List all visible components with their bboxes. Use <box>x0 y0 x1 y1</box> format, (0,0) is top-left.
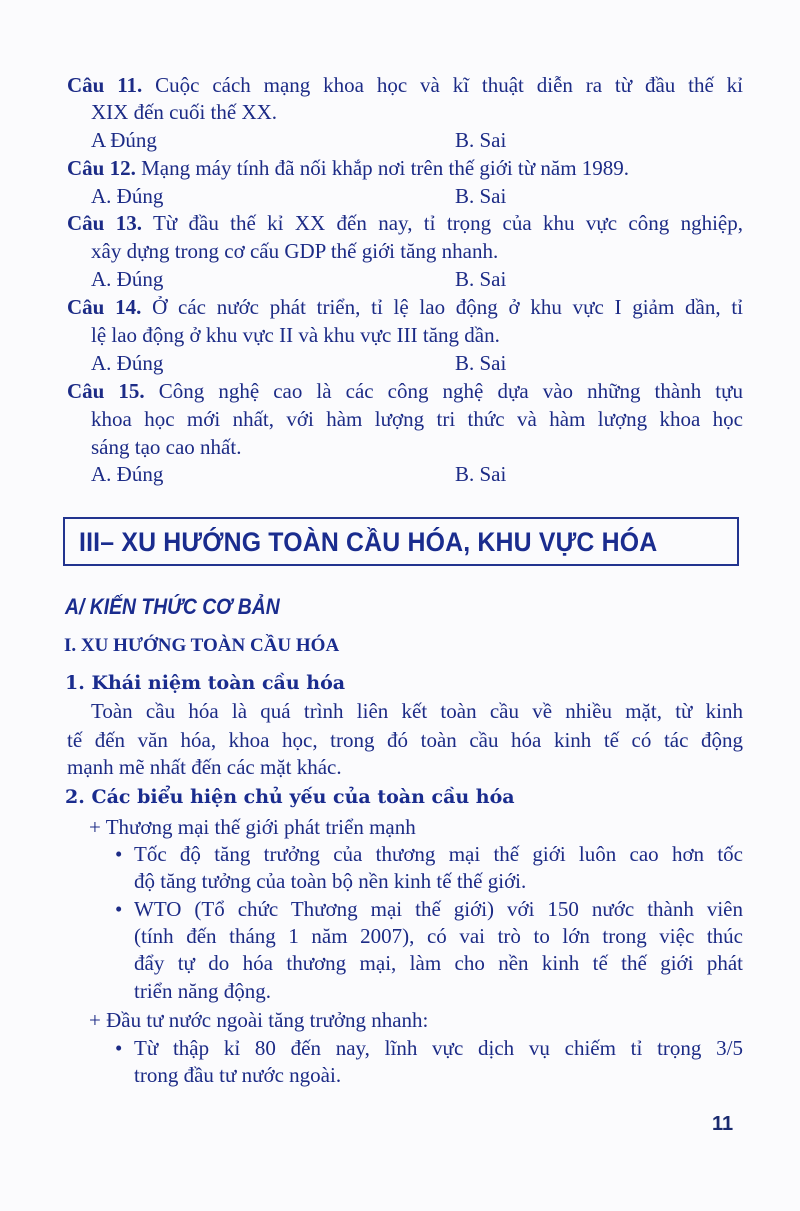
question-14-option-b: B. Sai <box>455 351 507 375</box>
chapter-title: III– XU HƯỚNG TOÀN CẦU HÓA, KHU VỰC HÓA <box>79 527 658 557</box>
question-label: Câu 13. <box>67 211 142 235</box>
paragraph-line-1: Toàn cầu hóa là quá trình liên kết toàn cầu về nhiều mặt, từ kinh <box>91 699 743 723</box>
question-label: Câu 11. <box>67 73 143 97</box>
question-13-line-2: xây dựng trong cơ cấu GDP thế giới tăng nhanh. <box>91 239 499 263</box>
bullet-2-line-4: triển năng động. <box>134 979 272 1003</box>
question-text: Công nghệ cao là các công nghệ dựa vào những thành tựu <box>158 379 743 403</box>
question-label: Câu 15. <box>67 379 145 403</box>
question-14-line-2: lệ lao động ở khu vực II và khu vực III tăng dần. <box>91 323 500 347</box>
bullet-1-line-1: Tốc độ tăng trưởng của thương mại thế giới luôn cao hơn tốc <box>134 842 743 866</box>
question-11-line-2: XIX đến cuối thế XX. <box>91 100 278 124</box>
question-13-line-1 <box>67 210 743 236</box>
question-15-line-3: sáng tạo cao nhất. <box>91 435 242 459</box>
question-15-line-1 <box>67 378 743 404</box>
question-11-option-b: B. Sai <box>455 128 507 152</box>
bullet-3-line-1: Từ thập kỉ 80 đến nay, lĩnh vực dịch vụ chiếm tỉ trọng 3/5 <box>134 1036 743 1060</box>
question-text: Ở các nước phát triển, tỉ lệ lao động ở khu vực I giảm dần, tỉ <box>152 295 743 319</box>
bullet-3-line-2: trong đầu tư nước ngoài. <box>134 1063 342 1087</box>
subsection-1-heading: 1. Khái niệm toàn cầu hóa <box>65 672 346 694</box>
question-label: Câu 14. <box>67 295 142 319</box>
section-a-heading: A/ KIẾN THỨC CƠ BẢN <box>65 594 280 619</box>
bullet-icon: • <box>115 897 123 921</box>
bullet-2-line-2: (tính đến tháng 1 năm 2007), có vai trò to lớn trong việc thúc <box>134 924 743 948</box>
question-text: Mạng máy tính đã nối khắp nơi trên thế giới từ năm 1989. <box>141 156 630 180</box>
question-12-option-b: B. Sai <box>455 184 507 208</box>
question-14-option-a: A. Đúng <box>91 351 164 375</box>
question-13-option-a: A. Đúng <box>91 267 164 291</box>
bullet-2-line-1: WTO (Tổ chức Thương mại thế giới) với 150 nước thành viên <box>134 897 743 921</box>
page-number: 11 <box>712 1113 734 1135</box>
question-13-option-b: B. Sai <box>455 267 507 291</box>
bullet-1-line-2: độ tăng tưởng của toàn bộ nền kinh tế thế giới. <box>134 869 527 893</box>
question-12-line-1 <box>67 155 629 181</box>
question-11-line-1 <box>67 72 743 98</box>
question-15-option-b: B. Sai <box>455 462 507 486</box>
question-12-option-a: A. Đúng <box>91 184 164 208</box>
bullet-2-line-3: đẩy tự do hóa thương mại, làm cho nền kinh tế thế giới phát <box>134 951 743 975</box>
question-15-line-2: khoa học mới nhất, với hàm lượng tri thức và hàm lượng khoa học <box>91 407 743 431</box>
question-14-line-1 <box>67 294 743 320</box>
bullet-icon: • <box>115 1036 123 1060</box>
subsection-2-heading: 2. Các biểu hiện chủ yếu của toàn cầu hóa <box>65 786 515 808</box>
question-11-option-a: A Đúng <box>91 128 157 152</box>
question-label: Câu 12. <box>67 156 136 180</box>
paragraph-line-3: mạnh mẽ nhất đến các mặt khác. <box>67 755 342 779</box>
chapter-title-box <box>63 517 739 566</box>
question-15-option-a: A. Đúng <box>91 462 164 486</box>
paragraph-line-2: tế đến văn hóa, khoa học, trong đó toàn cầu hóa kinh tế có tác động <box>67 728 743 752</box>
section-i-heading: I. XU HƯỚNG TOÀN CẦU HÓA <box>64 635 340 656</box>
group-heading-investment: + Đầu tư nước ngoài tăng trưởng nhanh: <box>89 1008 429 1032</box>
question-text: Cuộc cách mạng khoa học và kĩ thuật diễn ra từ đầu thế kỉ <box>155 73 744 97</box>
group-heading-trade: + Thương mại thế giới phát triển mạnh <box>89 815 416 839</box>
bullet-icon: • <box>115 842 123 866</box>
question-text: Từ đầu thế kỉ XX đến nay, tỉ trọng của khu vực công nghiệp, <box>152 211 743 235</box>
